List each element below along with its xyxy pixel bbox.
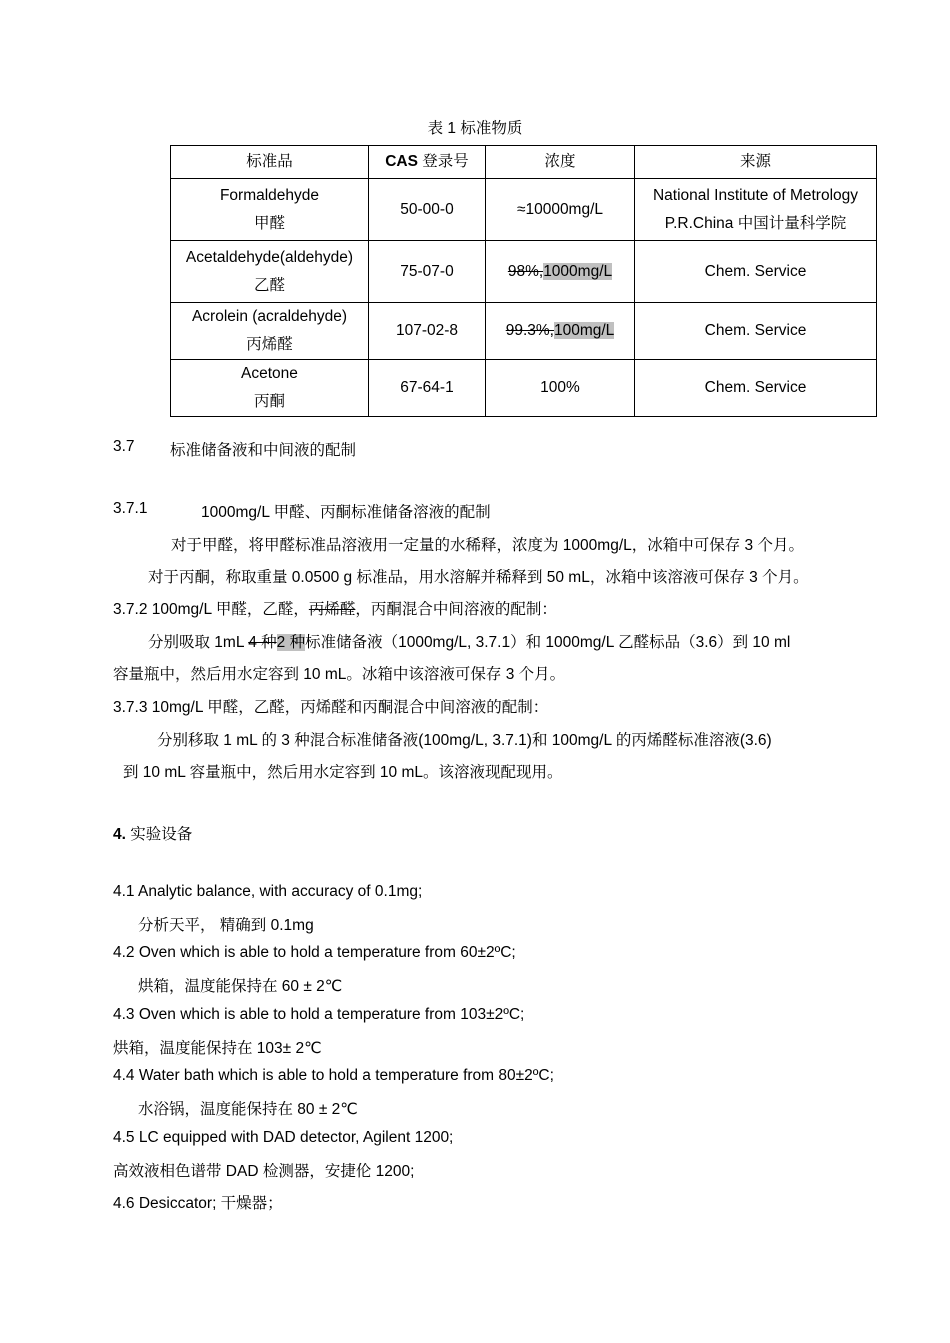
equipment-4-4-en: 4.4 Water bath which is able to hold a temperature from 80±2ºC; [113,1067,554,1084]
cell-source [635,179,877,241]
cell-concentration [486,303,635,360]
p-3-7-2-struck: 4 种 [248,634,277,651]
paragraph-3-7-2-b: 容量瓶中，然后用水定容到 10 mL。冰箱中该溶液可保存 3 个月。 [113,666,566,683]
cell-name [171,303,369,360]
equipment-4-1-cn: 分析天平， 精确到 0.1mg [138,917,314,934]
equipment-4-2-en: 4.2 Oven which is able to hold a temperature from 60±2ºC; [113,944,516,961]
name-cn: 乙醛 [253,276,285,294]
section-4-title: 实验设备 [130,826,193,843]
table-row [171,303,877,360]
cell-name [171,360,369,417]
cell-source: Chem. Service [635,360,877,417]
table-caption: 表 1 标准物质 [427,120,523,137]
cell-name [171,241,369,303]
paragraph-3-7-1-b: 对于丙酮，称取重量 0.0500 g 标准品，用水溶解并稀释到 50 mL，冰箱中该溶液可保存 3 个月。 [148,569,809,586]
cell-concentration: ≈10000mg/L [486,179,635,241]
standards-table [170,145,877,417]
conc-highlight: 1000mg/L [543,262,613,280]
header-source: 来源 [635,146,877,179]
equipment-4-3-en: 4.3 Oven which is able to hold a temperature from 103±2ºC; [113,1006,525,1023]
conc-highlight: 100mg/L [553,322,615,339]
conc-struck: 99.3%, [505,322,554,339]
section-3-7-1-title: 1000mg/L 甲醛、丙酮标准储备溶液的配制 [201,504,491,521]
cell-cas: 75-07-0 [369,241,486,303]
paragraph-3-7-1-a: 对于甲醛，将甲醛标准品溶液用一定量的水稀释，浓度为 1000mg/L，冰箱中可保存 3 个月。 [171,537,804,554]
table-header-row [171,146,877,179]
section-4-heading [113,822,192,844]
cell-cas: 107-02-8 [369,303,486,360]
equipment-4-2-cn: 烘箱，温度能保持在 60 ± 2℃ [138,978,343,995]
paragraph-3-7-2-a [148,630,790,652]
header-cas-bold: CAS [385,153,418,170]
equipment-4-3-cn: 烘箱，温度能保持在 103± 2℃ [113,1040,322,1057]
section-3-7-title: 标准储备液和中间液的配制 [170,442,357,459]
section-4-number: 4. [113,826,126,843]
name-en: Formaldehyde [219,186,320,204]
name-cn: 丙烯醛 [246,336,293,353]
cell-concentration [486,241,635,303]
header-standard: 标准品 [171,146,369,179]
name-en: Acrolein (acraldehyde) [191,308,348,325]
cell-name [171,179,369,241]
equipment-4-4-cn: 水浴锅，温度能保持在 80 ± 2℃ [138,1101,358,1118]
p-3-7-2-a-start: 分别吸取 1mL [148,634,249,651]
heading-3-7-2-b: ，丙酮混合中间溶液的配制： [355,601,557,618]
equipment-4-6: 4.6 Desiccator; 干燥器； [113,1195,283,1212]
section-3-7-1-number: 3.7.1 [113,500,148,517]
header-cas [369,146,486,179]
equipment-4-5-en: 4.5 LC equipped with DAD detector, Agilent 1200; [113,1129,454,1146]
cell-source: Chem. Service [635,241,877,303]
header-concentration: 浓度 [486,146,635,179]
cell-cas: 50-00-0 [369,179,486,241]
heading-3-7-2-struck: 丙烯醛 [308,601,356,618]
equipment-4-1-en: 4.1 Analytic balance, with accuracy of 0.1mg; [113,883,423,900]
name-cn: 丙酮 [253,393,285,410]
cell-cas: 67-64-1 [369,360,486,417]
p-3-7-2-highlight: 2 种 [276,634,306,651]
name-en: Acetone [241,365,298,382]
equipment-4-5-cn: 高效液相色谱带 DAD 检测器，安捷伦 1200; [113,1163,415,1180]
paragraph-3-7-3-b: 到 10 mL 容量瓶中，然后用水定容到 10 mL。该溶液现配现用。 [123,764,563,781]
paragraph-3-7-3-a: 分别移取 1 mL 的 3 种混合标准储备液(100mg/L, 3.7.1)和 100mg/L 的丙烯醛标准溶液(3.6) [157,732,772,749]
p-3-7-2-a-end: 标准储备液（1000mg/L, 3.7.1）和 1000mg/L 乙醛标品（3.6）到 10 ml [305,634,791,651]
heading-3-7-2-a: 3.7.2 100mg/L 甲醛，乙醛， [113,601,309,618]
section-3-7-2-heading [113,597,557,619]
section-3-7-number: 3.7 [113,438,135,455]
source-line1: National Institute of Metrology [652,186,859,204]
table-row [171,179,877,241]
table-row [171,241,877,303]
source-line2: P.R.China 中国计量科学院 [664,214,847,232]
table-row [171,360,877,417]
header-cas-rest: 登录号 [417,153,469,170]
name-cn: 甲醛 [253,214,285,232]
name-en: Acetaldehyde(aldehyde) [185,248,354,266]
section-3-7-3-heading: 3.7.3 10mg/L 甲醛，乙醛，丙烯醛和丙酮混合中间溶液的配制： [113,699,549,716]
cell-concentration: 100% [486,360,635,417]
cell-source: Chem. Service [635,303,877,360]
conc-struck: 98%, [507,262,544,280]
